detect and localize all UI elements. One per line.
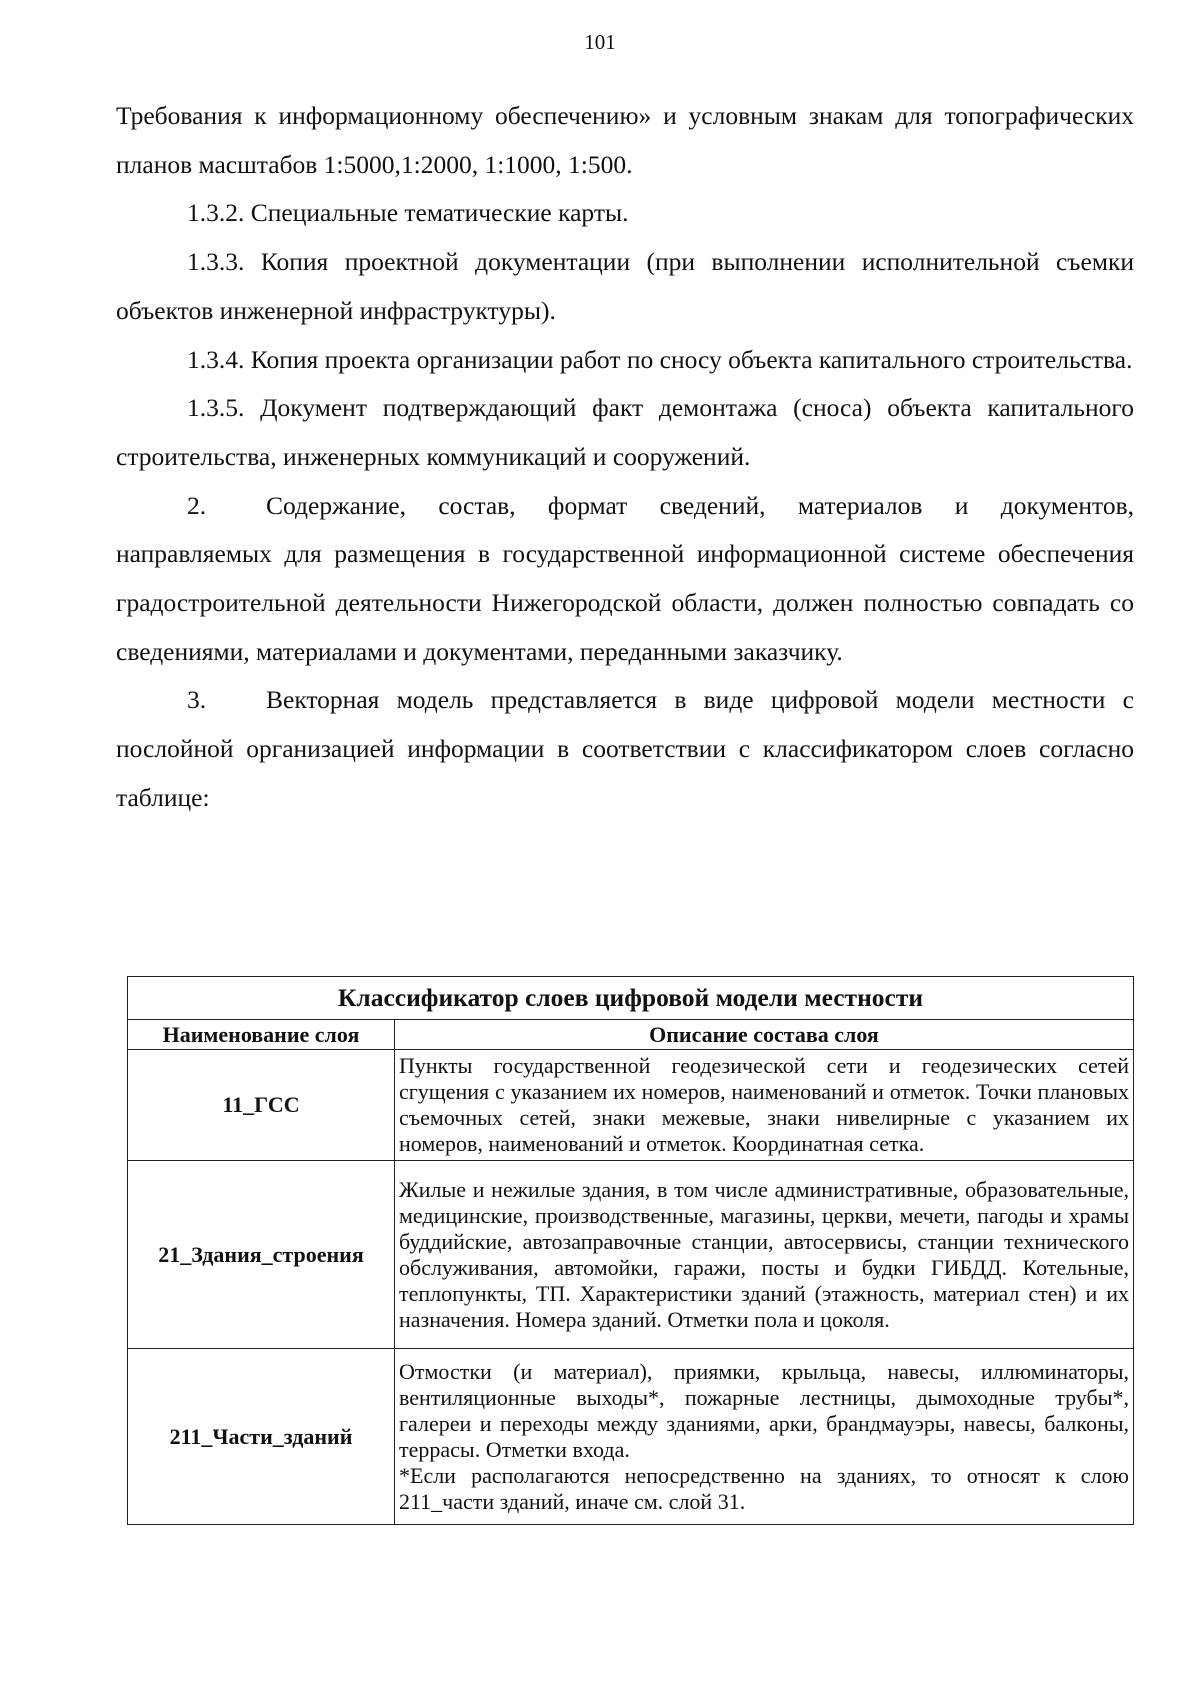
paragraph-1-3-5: 1.3.5. Документ подтверждающий факт демонтажа (сноса) объекта капитального строительства, инженерных коммуникаций и сооружений.: [116, 393, 1134, 471]
paragraph-number: 3.: [187, 685, 207, 715]
layer-classifier-table: [127, 976, 1134, 1525]
column-header-layer-name: Наименование слоя: [128, 1020, 395, 1050]
table-caption: Классификатор слоев цифровой модели местности: [128, 977, 1134, 1020]
layer-description: Отмостки (и материал), приямки, крыльца, навесы, иллюминаторы, вентиляционные выходы*, пожарные лестницы, дымоходные трубы*, галереи и переходы между зданиями, арки, брандмауэры, навесы, балконы, террасы. Отметки входа.: [399, 1358, 1129, 1462]
table-row: [128, 1349, 1134, 1525]
layer-name: 211_Части_зданий: [128, 1349, 395, 1525]
column-header-layer-description: Описание состава слоя: [395, 1020, 1134, 1050]
layer-name: 11_ГСС: [128, 1050, 395, 1161]
paragraph-1-3-3: 1.3.3. Копия проектной документации (при выполнении исполнительной съемки объектов инженерной инфраструктуры).: [116, 247, 1134, 325]
paragraph-1-3-4: 1.3.4. Копия проекта организации работ по сносу объекта капитального строительства.: [187, 344, 1133, 374]
paragraph-requirements: Требования к информационному обеспечению» и условным знакам для топографических планов масштабов 1:5000,1:2000, 1:1000, 1:500.: [116, 101, 1134, 179]
paragraph-1-3-2: 1.3.2. Специальные тематические карты.: [187, 198, 629, 228]
paragraph-text: Содержание, состав, формат сведений, материалов и документов, направляемых для размещения в государственной информационной системе обеспечения градостроительной деятельности Нижегородской области, должен полностью совпадать со сведениями, материалами и документами, переданными заказчику.: [116, 490, 1134, 666]
paragraph-text: Векторная модель представляется в виде цифровой модели местности с послойной организацией информации в соответствии с классификатором слоев согласно таблице:: [116, 685, 1134, 812]
layer-description-note: *Если располагаются непосредственно на зданиях, то относят к слою 211_части зданий, иначе см. слой 31.: [399, 1462, 1129, 1514]
layer-description-cell: [395, 1349, 1134, 1525]
layer-description: Жилые и нежилые здания, в том числе административные, образовательные, медицинские, производственные, магазины, церкви, мечети, пагоды и храмы буддийские, автозаправочные станции, автосервисы, станции технического обслуживания, автомойки, гаражи, посты и будки ГИБДД. Котельные, теплопункты, ТП. Характеристики зданий (этажность, материал стен) и их назначения. Номера зданий. Отметки пола и цоколя.: [395, 1161, 1134, 1349]
layer-name: 21_Здания_строения: [128, 1161, 395, 1349]
paragraph-3: [116, 676, 1134, 822]
table-header-row: [128, 1020, 1134, 1050]
table-row: [128, 1050, 1134, 1161]
table-caption-row: [128, 977, 1134, 1020]
page-number: 101: [584, 30, 616, 54]
table-row: [128, 1161, 1134, 1349]
layer-description: Пункты государственной геодезической сети и геодезических сетей сгущения с указанием их номеров, наименований и отметок. Точки плановых съемочных сетей, знаки межевые, знаки нивелирные с указанием их номеров, наименований и отметок. Координатная сетка.: [395, 1050, 1134, 1161]
paragraph-number: 2.: [187, 490, 207, 520]
document-body: [116, 92, 1134, 823]
paragraph-2: [116, 482, 1134, 677]
